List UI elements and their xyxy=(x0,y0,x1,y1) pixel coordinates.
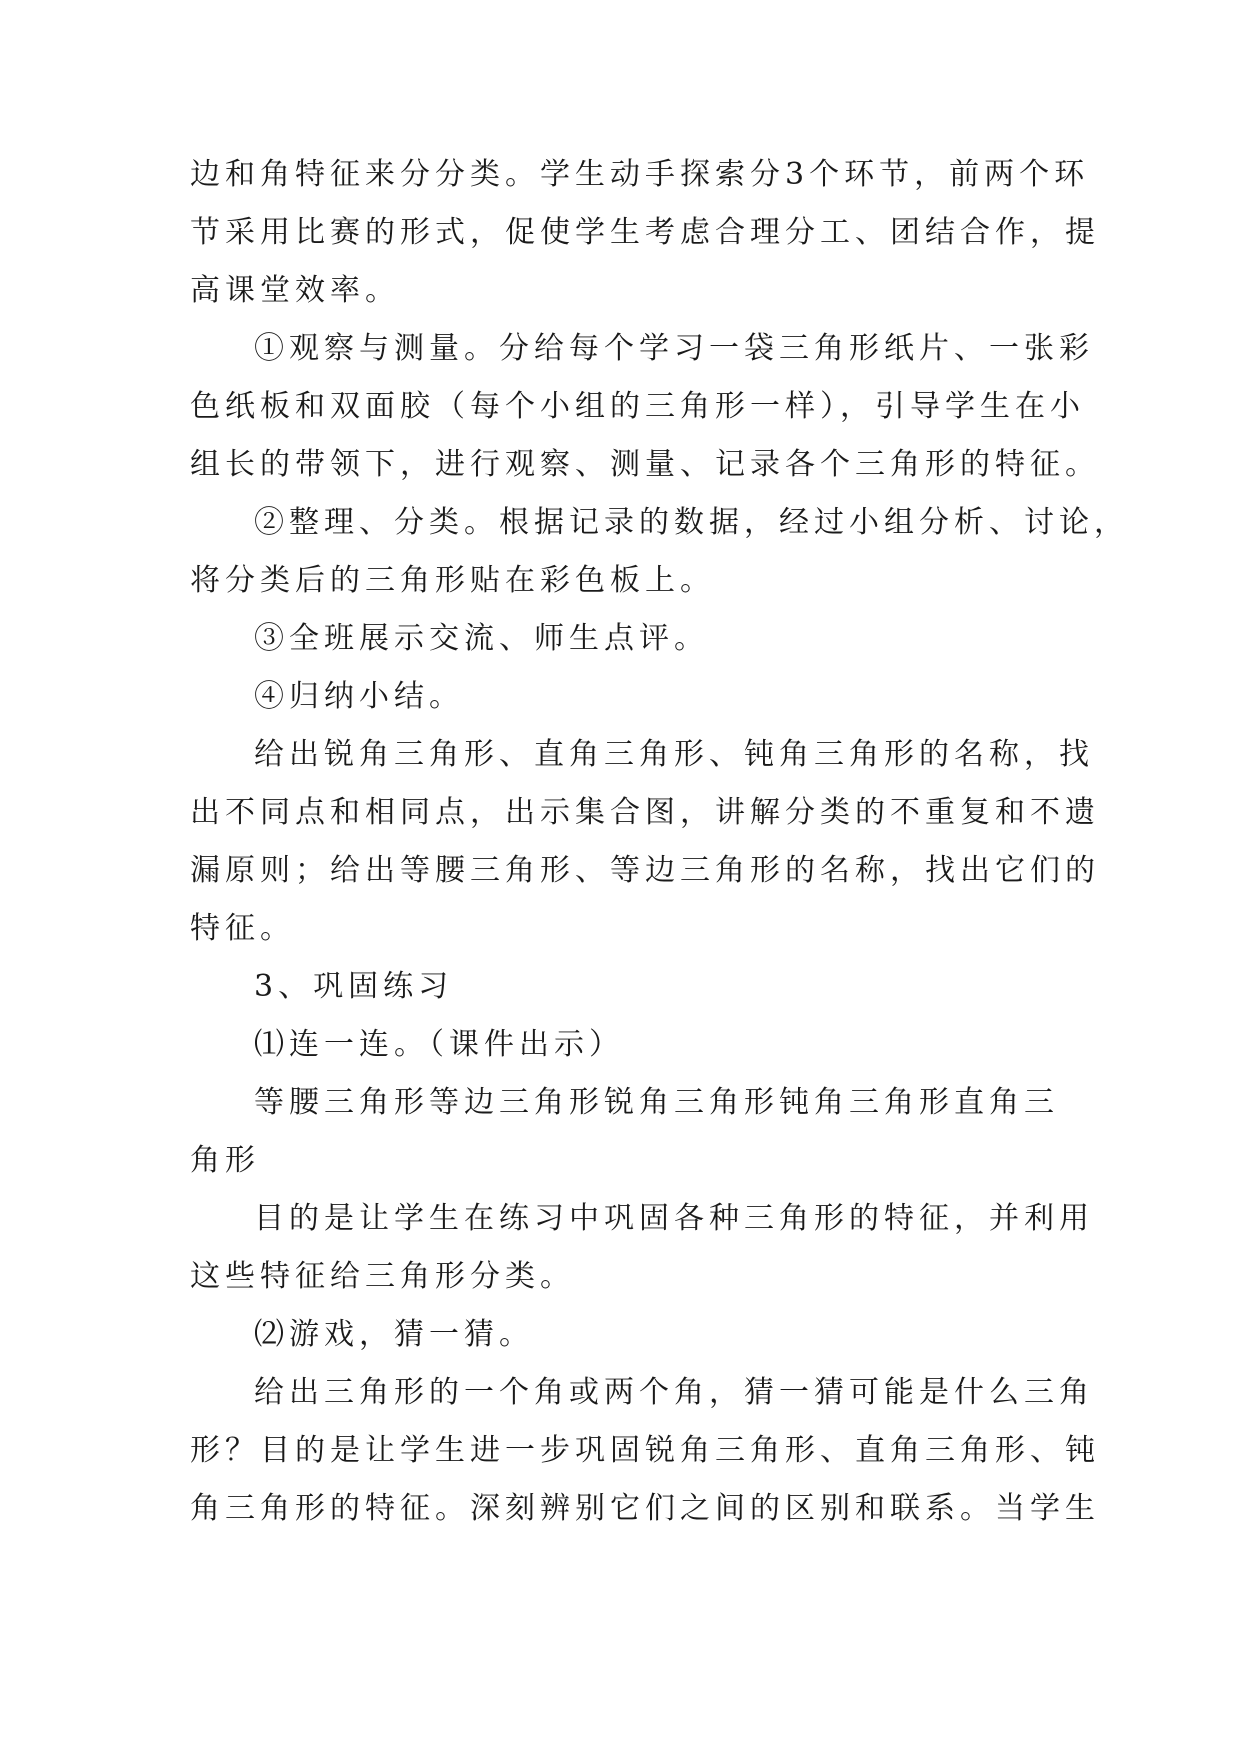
text-line: 组长的带领下，进行观察、测量、记录各个三角形的特征。 xyxy=(190,447,1100,482)
text-line: 目的是让学生在练习中巩固各种三角形的特征，并利用 xyxy=(254,1201,1094,1236)
text-line: 节采用比赛的形式，促使学生考虑合理分工、团结合作，提 xyxy=(190,215,1100,250)
section-heading: 3、巩固练习 xyxy=(254,969,454,1004)
text-line: 形？目的是让学生进一步巩固锐角三角形、直角三角形、钝 xyxy=(190,1433,1100,1468)
text-line: ④归纳小结。 xyxy=(254,679,464,714)
text-line: 将分类后的三角形贴在彩色板上。 xyxy=(190,563,715,598)
text-line: 高课堂效率。 xyxy=(190,273,400,308)
text-line: 漏原则；给出等腰三角形、等边三角形的名称，找出它们的 xyxy=(190,853,1100,888)
text-line: ⑵游戏，猜一猜。 xyxy=(254,1317,534,1352)
text-line: 给出三角形的一个角或两个角，猜一猜可能是什么三角 xyxy=(254,1375,1094,1410)
text-line: 角三角形的特征。深刻辨别它们之间的区别和联系。当学生 xyxy=(190,1491,1100,1526)
text-line: 特征。 xyxy=(190,911,295,946)
text-line: 角形 xyxy=(190,1143,260,1178)
text-line: 这些特征给三角形分类。 xyxy=(190,1259,575,1294)
text-line: ⑴连一连。（课件出示） xyxy=(254,1027,624,1062)
text-line: 等腰三角形等边三角形锐角三角形钝角三角形直角三 xyxy=(254,1085,1059,1120)
text-line: ①观察与测量。分给每个学习一袋三角形纸片、一张彩 xyxy=(254,331,1094,366)
text-line: 给出锐角三角形、直角三角形、钝角三角形的名称，找 xyxy=(254,737,1094,772)
text-line: 出不同点和相同点，出示集合图，讲解分类的不重复和不遗 xyxy=(190,795,1100,830)
text-line: 色纸板和双面胶（每个小组的三角形一样），引导学生在小 xyxy=(190,389,1085,424)
text-line: ②整理、分类。根据记录的数据，经过小组分析、讨论， xyxy=(254,505,1129,540)
text-line: 边和角特征来分分类。学生动手探索分3个环节，前两个环 xyxy=(190,157,1090,192)
text-line: ③全班展示交流、师生点评。 xyxy=(254,621,709,656)
